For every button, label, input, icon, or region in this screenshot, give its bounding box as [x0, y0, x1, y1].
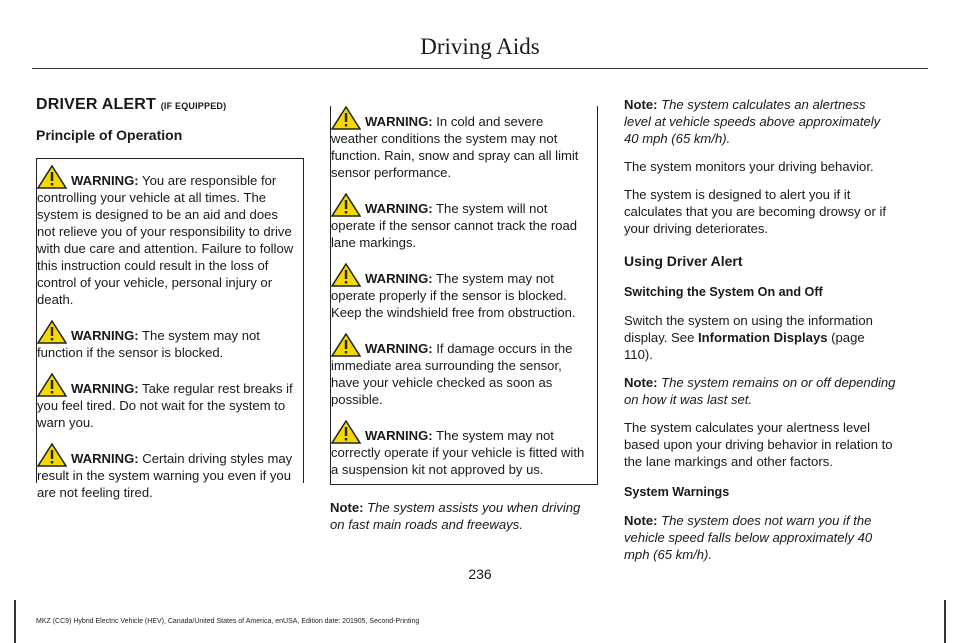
- note-label: Note:: [624, 513, 658, 528]
- warning-label: WARNING:: [365, 201, 433, 216]
- link-information-displays[interactable]: Information Displays: [698, 330, 828, 345]
- warning-label: WARNING:: [365, 428, 433, 443]
- subheading-principle: Principle of Operation: [36, 127, 183, 143]
- section-title-text: DRIVER ALERT: [36, 96, 157, 113]
- note-text: The system assists you when driving on fast main roads and freeways.: [330, 500, 581, 532]
- warning-label: WARNING:: [365, 271, 433, 286]
- warning-label: WARNING:: [71, 381, 139, 396]
- subheading-using: Using Driver Alert: [624, 253, 743, 269]
- warning-triangle-icon: [331, 333, 361, 357]
- warning-text: The system will not operate if the sensor cannot track the road lane markings.: [331, 201, 578, 250]
- note-text: The system remains on or off depending on how it was last set.: [624, 375, 896, 407]
- warning-text: The system may not correctly operate if your vehicle is fitted with a suspension kit not approved by us.: [331, 428, 585, 477]
- paragraph-switch-post: (page 110).: [624, 330, 865, 362]
- subheading-switching: Switching the System On and Off: [624, 285, 823, 299]
- note-label: Note:: [330, 500, 364, 515]
- paragraph-switch: [624, 312, 896, 363]
- page-number: 236: [468, 566, 492, 582]
- warning-label: WARNING:: [71, 328, 139, 343]
- column-2: [330, 96, 598, 544]
- warning-text: In cold and severe weather conditions the system may not function. Rain, snow and spray can all limit sensor performance.: [331, 114, 579, 180]
- header-rule: [32, 68, 928, 69]
- note-text: The system does not warn you if the vehicle speed falls below approximately 40 mph (65 km/h).: [624, 513, 873, 562]
- note-driving: [330, 499, 598, 533]
- warning-label: WARNING:: [365, 341, 433, 356]
- note-alertness: [624, 96, 896, 147]
- column-1: [36, 96, 304, 500]
- warning-item: [37, 320, 297, 361]
- note-label: Note:: [624, 97, 658, 112]
- crop-mark-right: [944, 600, 946, 643]
- warning-item: [331, 420, 591, 478]
- warning-text: The system may not function if the sensor is blocked.: [37, 328, 260, 360]
- warning-item: [37, 373, 297, 431]
- warning-label: WARNING:: [71, 451, 139, 466]
- warning-item: [331, 193, 591, 251]
- note-no-warn: [624, 512, 896, 563]
- paragraph-switch-pre: Switch the system on using the information display. See: [624, 313, 873, 345]
- warning-triangle-icon: [331, 420, 361, 444]
- warning-item: [37, 165, 297, 308]
- warning-label: WARNING:: [365, 114, 433, 129]
- footer-text: MKZ (CC9) Hybrid Electric Vehicle (HEV), Canada/United States of America, enUSA, Edition date: 201905, Second-Printing: [36, 618, 420, 625]
- warning-text: You are responsible for controlling your vehicle at all times. The system is designed to be an aid and does not relieve you of your responsibility to drive with due care and attention. Failure to follow this instruction could result in the loss of control of your vehicle, personal injury or death.: [37, 173, 294, 307]
- warning-item: [37, 443, 297, 501]
- crop-mark-left: [14, 600, 16, 643]
- note-remains: [624, 374, 896, 408]
- warning-triangle-icon: [331, 263, 361, 287]
- subheading-system-warnings: System Warnings: [624, 485, 730, 499]
- warning-text: The system may not operate properly if the sensor is blocked. Keep the windshield free from obstruction.: [331, 271, 576, 320]
- note-label: Note:: [624, 375, 658, 390]
- note-text: The system calculates an alertness level at vehicle speeds above approximately 40 mph (65 km/h).: [624, 97, 881, 146]
- warning-item: [331, 263, 591, 321]
- paragraph-monitors: The system monitors your driving behavior.: [624, 159, 874, 174]
- warning-triangle-icon: [331, 193, 361, 217]
- warning-triangle-icon: [37, 443, 67, 467]
- warning-triangle-icon: [37, 373, 67, 397]
- warning-item: [331, 333, 591, 408]
- paragraph-designed: The system is designed to alert you if it calculates that you are becoming drowsy or if your driving deteriorates.: [624, 187, 887, 236]
- warning-box-1: [36, 158, 304, 500]
- section-title-suffix: (IF EQUIPPED): [160, 101, 227, 111]
- warning-triangle-icon: [331, 106, 361, 130]
- section-title: [36, 96, 304, 115]
- warning-text: If damage occurs in the immediate area surrounding the sensor, have your vehicle checked as soon as possible.: [331, 341, 573, 407]
- paragraph-calculates: The system calculates your alertness level based upon your driving behavior in relation to the lane markings and other factors.: [624, 420, 893, 469]
- warning-item: [331, 106, 591, 181]
- warning-box-2: [330, 106, 598, 485]
- warning-label: WARNING:: [71, 173, 139, 188]
- warning-text: Certain driving styles may result in the system warning you even if you are not feeling tired.: [37, 451, 293, 500]
- page-header-title: Driving Aids: [420, 34, 540, 59]
- warning-triangle-icon: [37, 165, 67, 189]
- warning-triangle-icon: [37, 320, 67, 344]
- warning-text: Take regular rest breaks if you feel tired. Do not wait for the system to warn you.: [37, 381, 293, 430]
- column-3: [624, 96, 896, 574]
